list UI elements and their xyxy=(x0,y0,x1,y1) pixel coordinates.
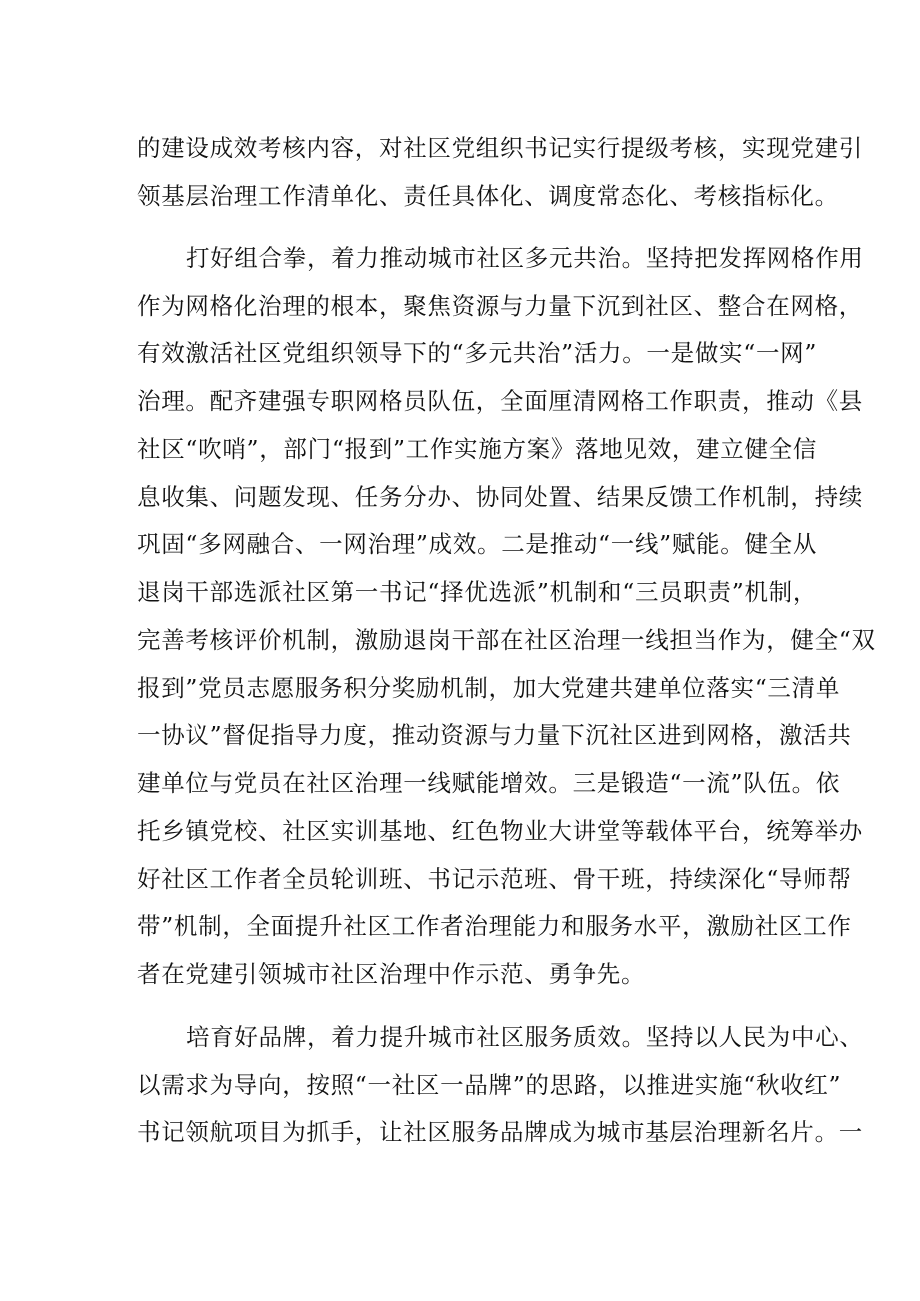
text-line: 者在党建引领城市社区治理中作示范、勇争先。 xyxy=(137,960,646,988)
text-line: 完善考核评价机制，激励退岗干部在社区治理一线担当作为，健全“双 xyxy=(137,626,876,654)
paragraph-first-line: 培育好品牌，着力提升城市社区服务质效。坚持以人民为中心、 xyxy=(186,1023,864,1051)
text-line: 退岗干部选派社区第一书记“择优选派”机制和“三员职责”机制， xyxy=(137,578,818,606)
text-line: 有效激活社区党组织领导下的“多元共治”活力。一是做实“一网” xyxy=(137,339,818,367)
text-line: 作为网格化治理的根本，聚焦资源与力量下沉到社区、整合在网格， xyxy=(137,292,863,320)
text-line: 领基层治理工作清单化、责任具体化、调度常态化、考核指标化。 xyxy=(137,182,839,210)
text-line: 好社区工作者全员轮训班、书记示范班、骨干班，持续深化“导师帮 xyxy=(137,865,852,893)
text-line: 托乡镇党校、社区实训基地、红色物业大讲堂等载体平台，统筹举办 xyxy=(137,817,863,845)
text-line: 书记领航项目为抓手，让社区服务品牌成为城市基层治理新名片。一 xyxy=(137,1118,863,1146)
text-line: 社区“吹哨”，部门“报到”工作实施方案》落地见效，建立健全信 xyxy=(137,435,818,463)
text-line: 建单位与党员在社区治理一线赋能增效。三是锻造“一流”队伍。依 xyxy=(137,769,841,797)
text-line: 的建设成效考核内容，对社区党组织书记实行提级考核，实现党建引 xyxy=(137,134,863,162)
text-line: 一协议”督促指导力度，推动资源与力量下沉社区进到网格，激活共 xyxy=(137,721,852,749)
text-line: 以需求为导向，按照“一社区一品牌”的思路，以推进实施“秋收红” xyxy=(137,1071,842,1099)
text-line: 息收集、问题发现、任务分办、协同处置、结果反馈工作机制，持续 xyxy=(137,483,863,511)
text-line: 巩固“多网融合、一网治理”成效。二是推动“一线”赋能。健全从 xyxy=(137,530,818,558)
text-line: 带”机制，全面提升社区工作者治理能力和服务水平，激励社区工作 xyxy=(137,912,852,940)
text-line: 治理。配齐建强专职网格员队伍，全面厘清网格工作职责，推动《县 xyxy=(137,387,863,415)
text-line: 报到”党员志愿服务积分奖励机制，加大党建共建单位落实“三清单 xyxy=(137,674,841,702)
paragraph-first-line: 打好组合拳，着力推动城市社区多元共治。坚持把发挥网格作用 xyxy=(186,244,864,272)
